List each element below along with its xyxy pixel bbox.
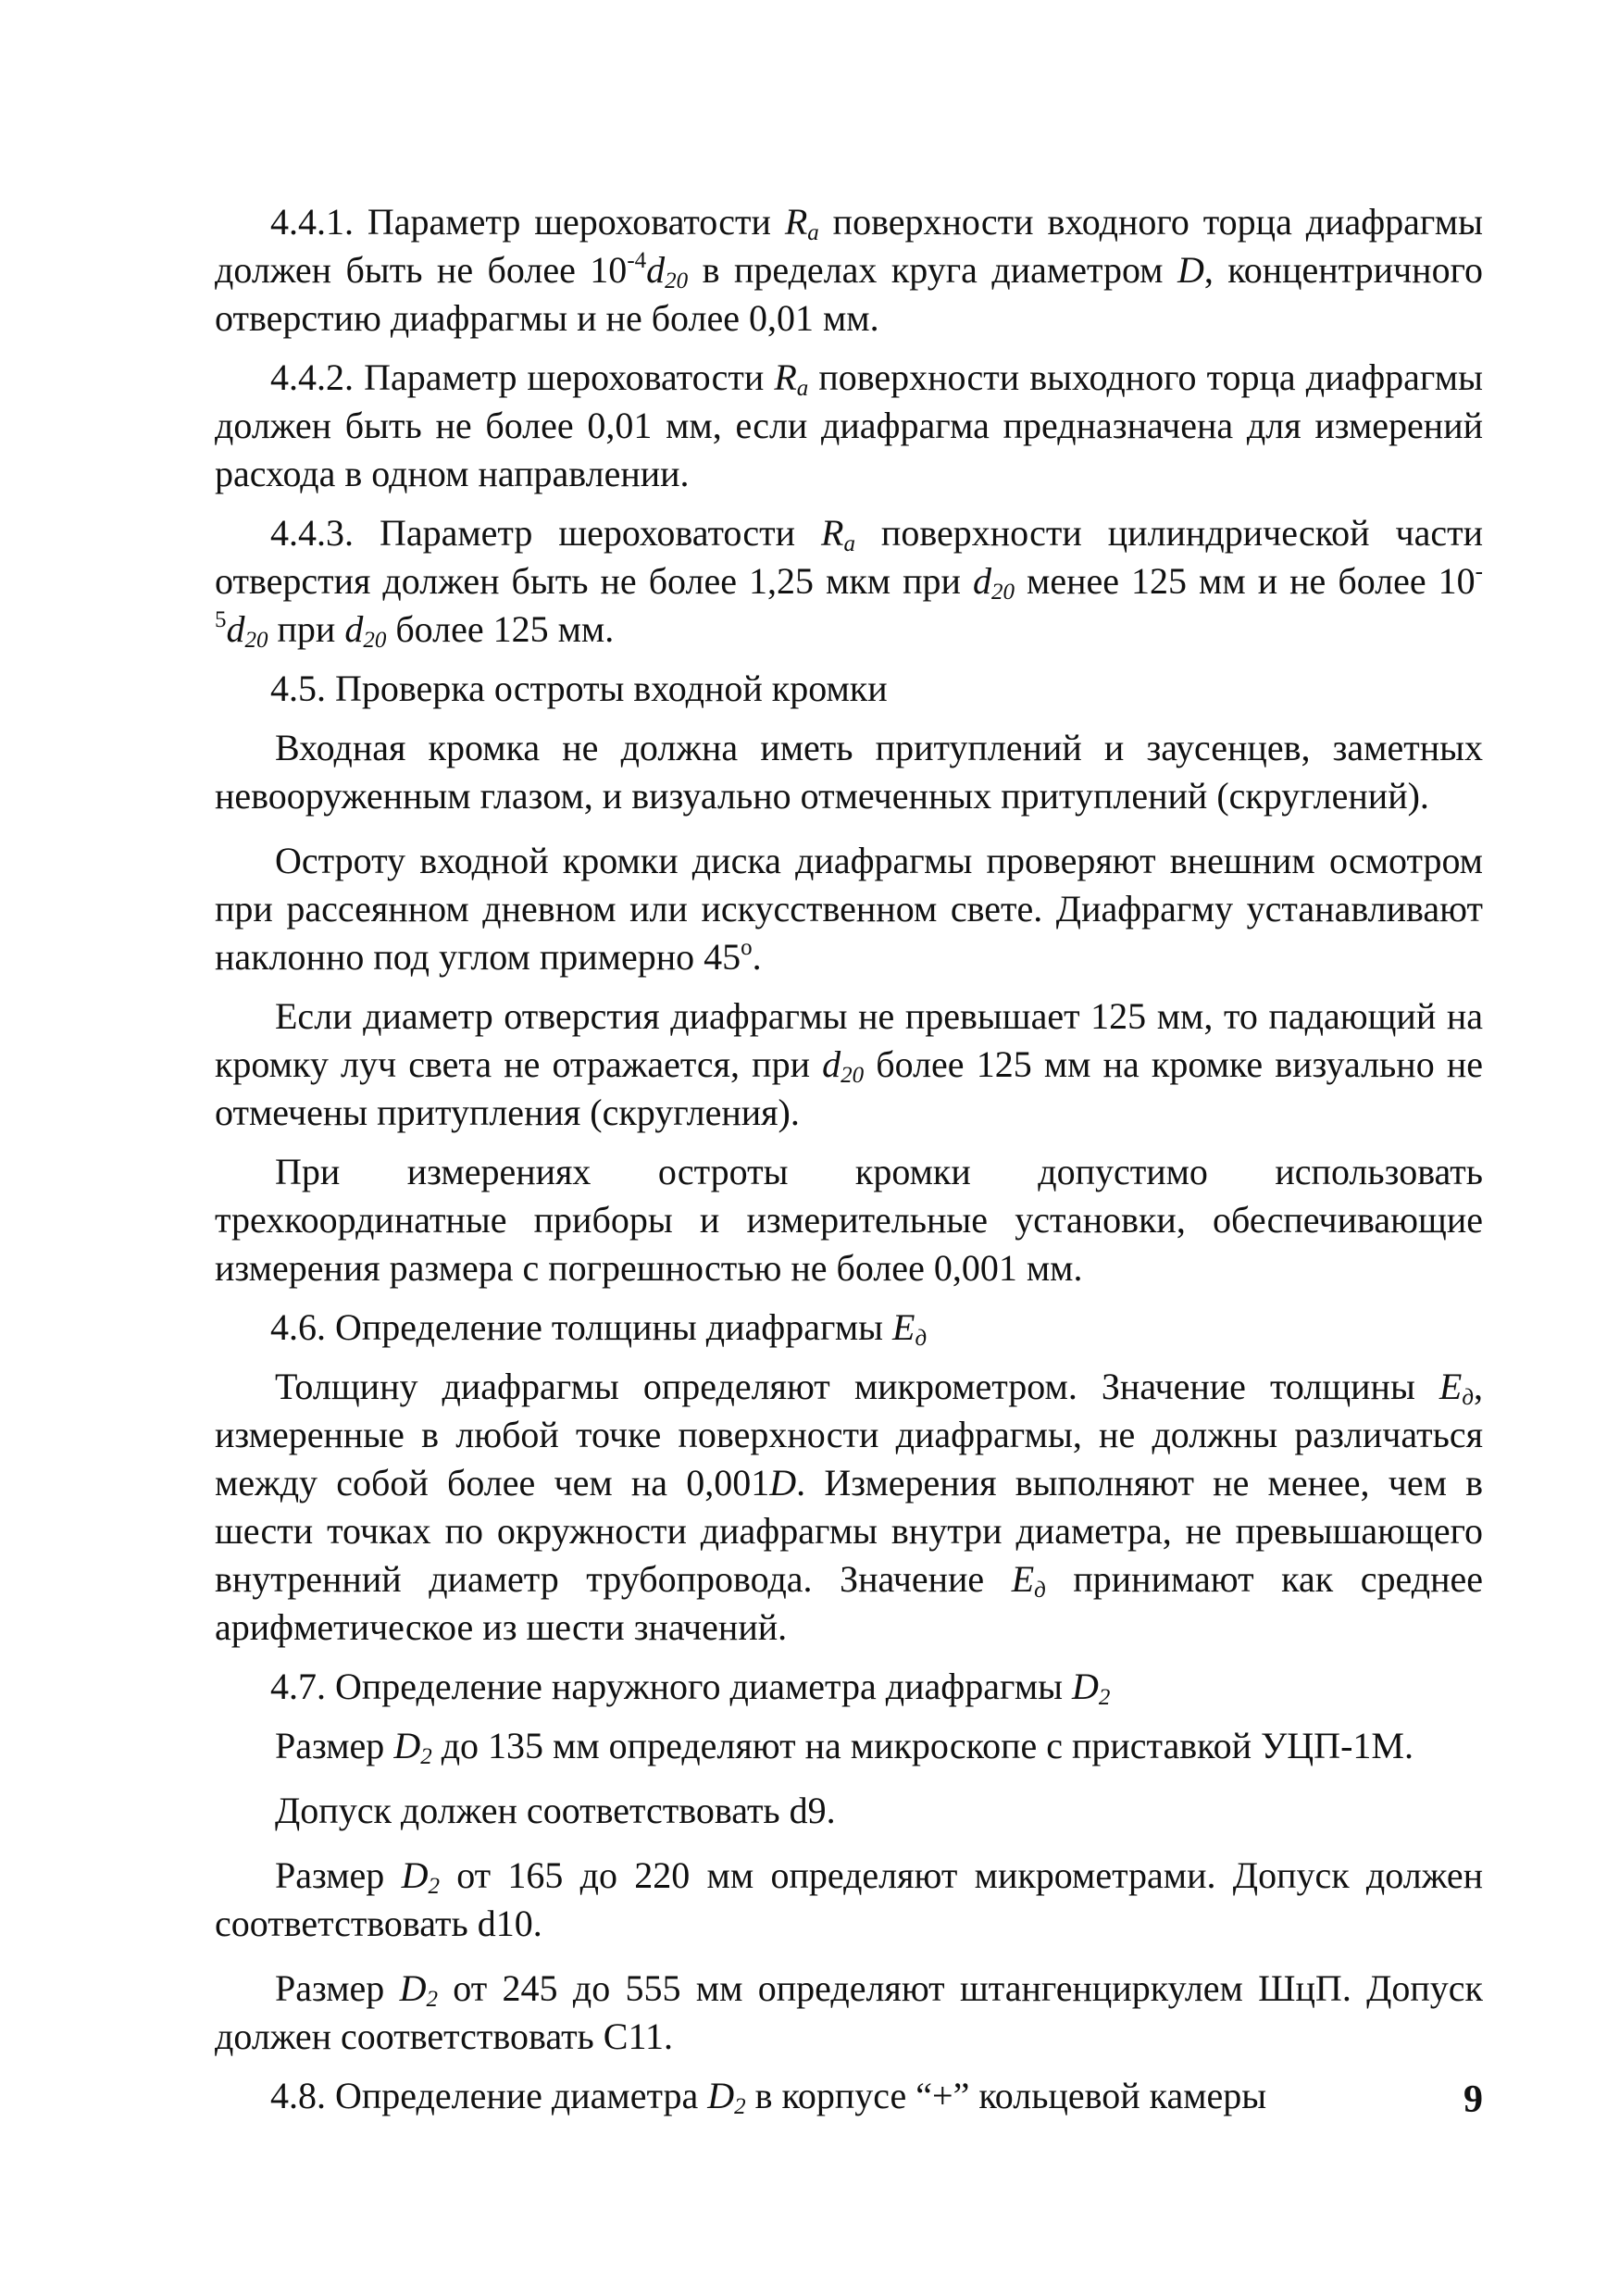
body-text [215, 198, 1483, 2120]
para-4-5-d: При измерениях остроты кромки допустимо использовать трехкоординатные приборы и измерительные установки, обеспечивающие измерения размера с погрешностью не более 0,001 мм. [215, 1151, 1483, 1289]
para-4-5-c: Если диаметр отверстия диафрагмы не превышает 125 мм, то падающий на кромку луч света не отражается, при $d_{20}$ более 125 мм на кромке визуально не отмечены притупления (скругления). [215, 995, 1483, 1133]
heading-4-6: 4.6. Определение толщины диафрагмы $E_д$ [270, 1306, 928, 1351]
para-4-7-c: Размер $D_2$ от 165 до 220 мм определяют микрометрами. Допуск должен соответствовать d10. [215, 1854, 1483, 1944]
page-number: 9 [1463, 2078, 1483, 2121]
heading-4-5: 4.5. Проверка остроты входной кромки [270, 668, 888, 709]
para-4-7-d: Размер $D_2$ от 245 до 555 мм определяют штангенциркулем ШцП. Допуск должен соответствовать C11. [215, 1967, 1483, 2057]
heading-4-8: 4.8. Определение диаметра $D_2$ в корпусе “+” кольцевой камеры [270, 2075, 1267, 2119]
para-4-6-a: Толщину диафрагмы определяют микрометром. Значение толщины $E_д$, измеренные в любой точке поверхности диафрагмы, не должны различаться между собой более чем на 0,001D. Измерения выполняют не менее, чем в шести точках по окружности диафрагмы внутри диаметра, не превышающего внутренний диаметр трубопровода. Значение $E_д$ принимают как среднее арифметическое из шести значений. [215, 1366, 1483, 1648]
para-4-5-b: Остроту входной кромки диска диафрагмы проверяют внешним осмотром при рассеянном дневном или искусственном свете. Диафрагму устанавливают наклонно под углом примерно $45^о$. [215, 840, 1483, 978]
para-4-5-a: Входная кромка не должна иметь притуплений и заусенцев, заметных невооруженным глазом, и визуально отмеченных притуплений (скруглений). [215, 727, 1483, 817]
para-4-7-a: Размер $D_2$ до 135 мм определяют на микроскопе с приставкой УЦП-1М. [275, 1725, 1414, 1769]
para-4-4-1: 4.4.1. Параметр шероховатости $R_a$ поверхности входного торца диафрагмы должен быть не более $10^{-4}d_{20}$ в пределах круга диаметром D, концентричного отверстию диафрагмы и не более 0,01 мм. [215, 201, 1483, 339]
heading-4-7: 4.7. Определение наружного диаметра диафрагмы $D_2$ [270, 1666, 1111, 1710]
para-4-4-3: 4.4.3. Параметр шероховатости $R_a$ поверхности цилиндрической части отверстия должен быть не более 1,25 мкм при $d_{20}$ менее 125 мм и не более $10^{-5}d_{20}$ при $d_{20}$ более 125 мм. [215, 512, 1483, 653]
para-4-7-b: Допуск должен соответствовать d9. [275, 1790, 836, 1831]
para-4-4-2: 4.4.2. Параметр шероховатости $R_a$ поверхности выходного торца диафрагмы должен быть не более 0,01 мм, если диафрагма предназначена для измерений расхода в одном направлении. [215, 356, 1483, 494]
